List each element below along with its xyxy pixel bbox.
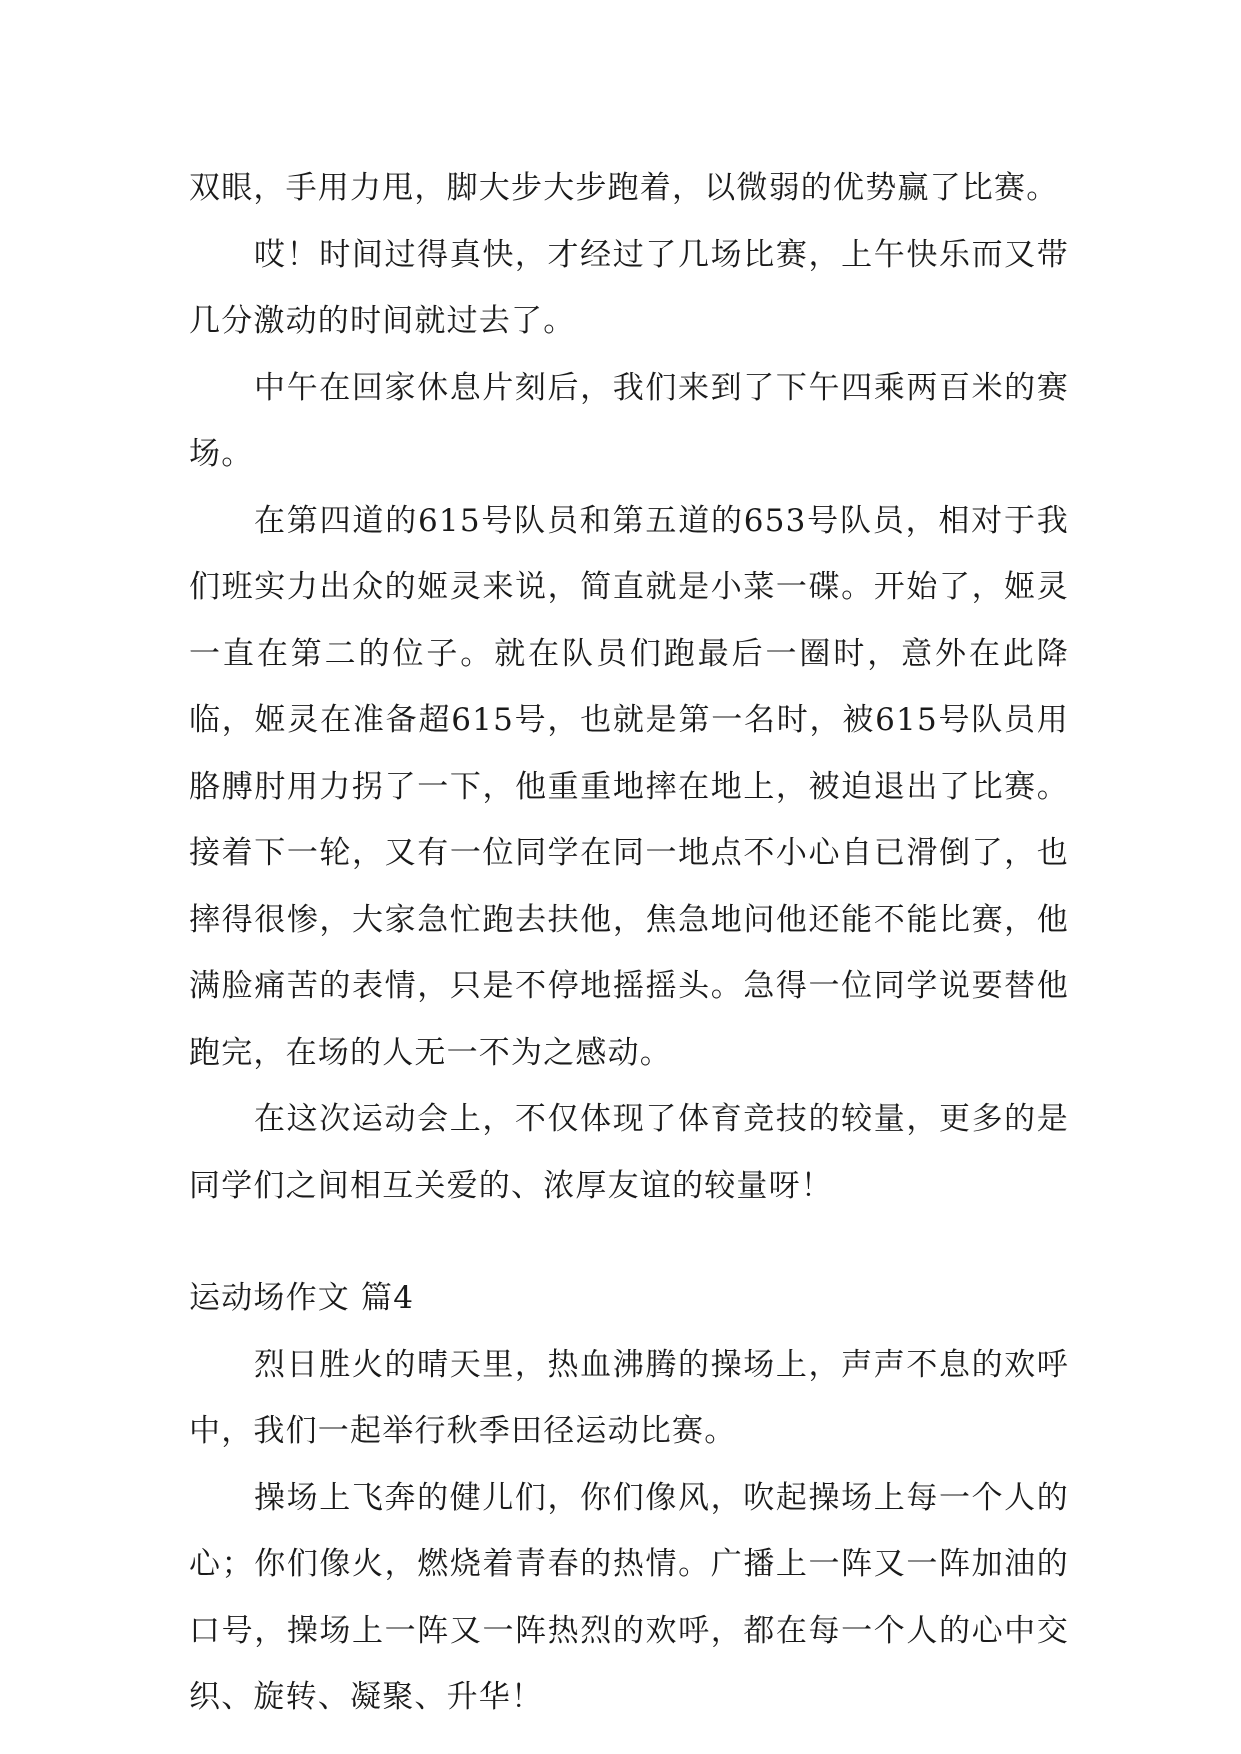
paragraph-4: 在第四道的615号队员和第五道的653号队员，相对于我们班实力出众的姬灵来说，简直就是小菜一碟。开始了，姬灵一直在第二的位子。就在队员们跑最后一圈时，意外在此降临，姬灵在准备超615号，也就是第一名时，被615号队员用胳膊肘用力拐了一下，他重重地摔在地上，被迫退出了比赛。接着下一轮，又有一位同学在同一地点不小心自已滑倒了，也摔得很惨，大家急忙跑去扶他，焦急地问他还能不能比赛，他满脸痛苦的表情，只是不停地摇摇头。急得一位同学说要替他跑完，在场的人无一不为之感动。: [189, 502, 1069, 1071]
paragraph-2: 哎！时间过得真快，才经过了几场比赛，上午快乐而又带几分激动的时间就过去了。: [189, 236, 1069, 339]
document-page: [189, 155, 1069, 1731]
paragraph-6: 烈日胜火的晴天里，热血沸腾的操场上，声声不息的欢呼中，我们一起举行秋季田径运动比赛。: [189, 1346, 1069, 1449]
paragraph-1: 双眼，手用力甩，脚大步大步跑着，以微弱的优势赢了比赛。: [189, 170, 1059, 206]
paragraph-5: 在这次运动会上，不仅体现了体育竞技的较量，更多的是同学们之间相互关爱的、浓厚友谊的较量呀！: [189, 1101, 1069, 1204]
paragraph-3: 中午在回家休息片刻后，我们来到了下午四乘两百米的赛场。: [189, 369, 1069, 472]
paragraph-7: 操场上飞奔的健儿们，你们像风，吹起操场上每一个人的心；你们像火，燃烧着青春的热情。广播上一阵又一阵加油的口号，操场上一阵又一阵热烈的欢呼，都在每一个人的心中交织、旋转、凝聚、升华！: [189, 1479, 1069, 1715]
section-heading: 运动场作文 篇4: [189, 1280, 415, 1316]
